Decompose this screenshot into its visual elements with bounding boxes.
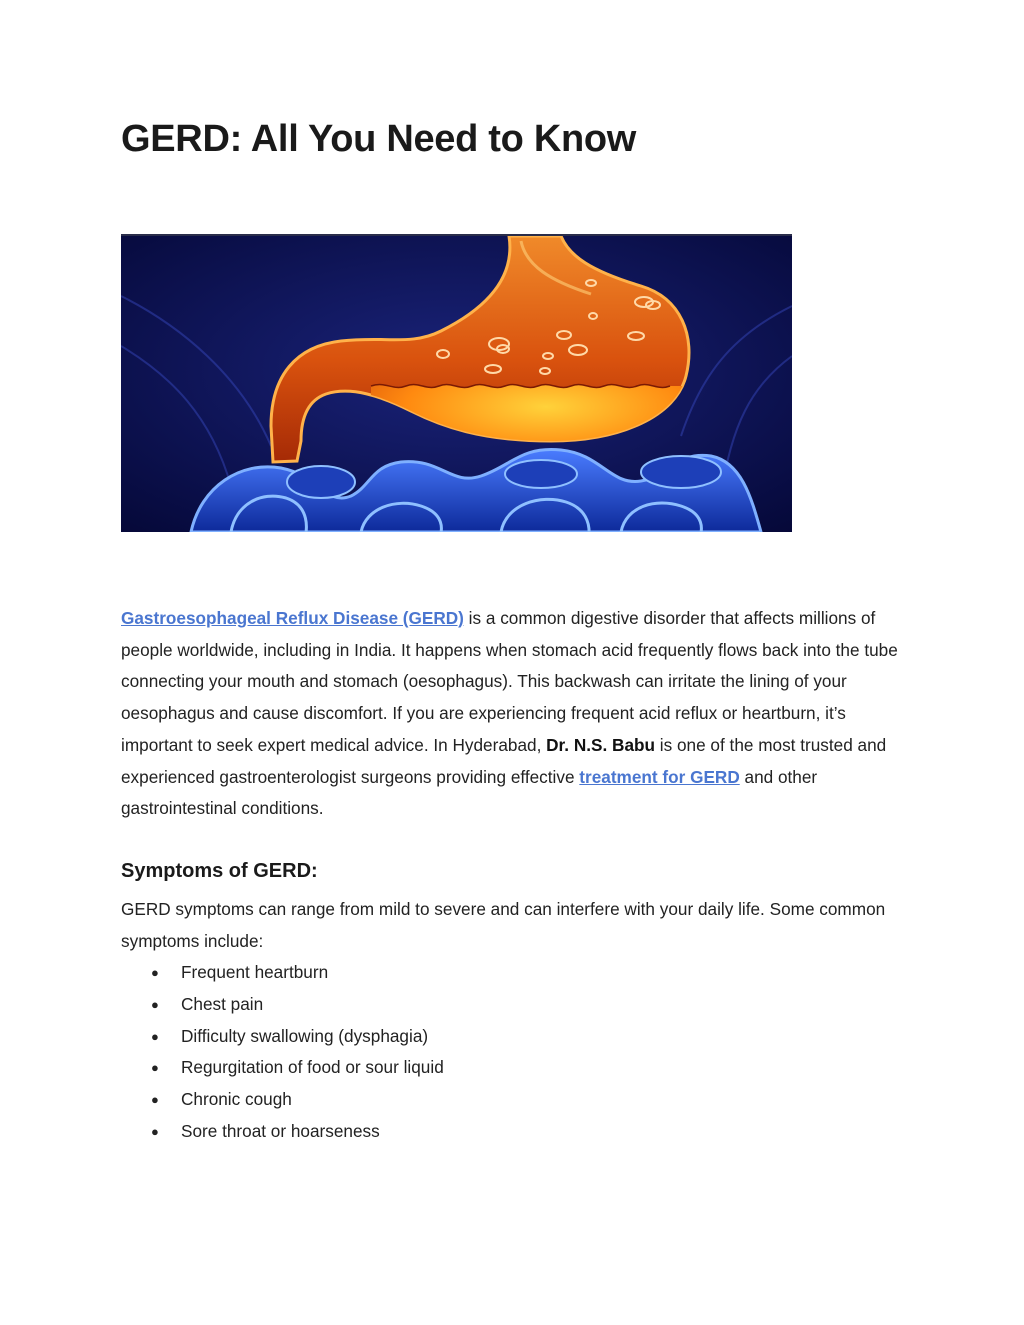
list-item-text: Chest pain bbox=[181, 993, 264, 1014]
gerd-link[interactable]: Gastroesophageal Reflux Disease (GERD) bbox=[121, 608, 464, 628]
list-item-text: Sore throat or hoarseness bbox=[181, 1120, 380, 1141]
bullet-icon: ● bbox=[151, 1028, 159, 1044]
bullet-icon: ● bbox=[151, 1123, 159, 1139]
list-item-text: Chronic cough bbox=[181, 1089, 292, 1110]
intro-paragraph bbox=[121, 603, 901, 825]
bullet-icon: ● bbox=[151, 1060, 159, 1076]
list-item bbox=[121, 1021, 444, 1053]
bullet-icon: ● bbox=[151, 965, 159, 980]
list-item-text: Frequent heartburn bbox=[181, 962, 329, 982]
list-item-text: Difficulty swallowing (dysphagia) bbox=[181, 1025, 429, 1046]
doctor-name: Dr. N.S. Babu bbox=[546, 734, 656, 755]
list-item-text: Regurgitation of food or sour liquid bbox=[181, 1057, 444, 1078]
stomach-illustration bbox=[121, 234, 792, 532]
bullet-icon: ● bbox=[151, 996, 159, 1012]
list-item bbox=[121, 989, 444, 1021]
symptoms-list bbox=[121, 957, 444, 1148]
page-title: GERD: All You Need to Know bbox=[121, 118, 637, 160]
list-item bbox=[121, 957, 444, 989]
list-item bbox=[121, 1052, 444, 1084]
intro-text-part3: and other gastrointestinal conditions. bbox=[121, 766, 818, 819]
intro-text-part1: is a common digestive disorder that affects millions of people worldwide, including in India. It happens when stomach acid frequently flows back into the tube connecting your mouth and stomach (oesophagus). This backwash can irritate the lining of your oesophagus and cause discomfort. If you are experiencing frequent acid reflux or heartburn, it’s important to seek expert medical advice. In Hyderabad, bbox=[121, 608, 898, 755]
list-item bbox=[121, 1084, 444, 1116]
list-item bbox=[121, 1116, 444, 1148]
symptoms-heading: Symptoms of GERD: bbox=[121, 860, 318, 882]
symptoms-intro: GERD symptoms can range from mild to severe and can interfere with your daily life. Some common symptoms include: bbox=[121, 899, 886, 951]
bullet-icon: ● bbox=[151, 1092, 159, 1108]
intro-text-part2: is one of the most trusted and experienced gastroenterologist surgeons providing effective bbox=[121, 734, 887, 787]
gerd-treatment-link[interactable]: treatment for GERD bbox=[579, 766, 740, 787]
